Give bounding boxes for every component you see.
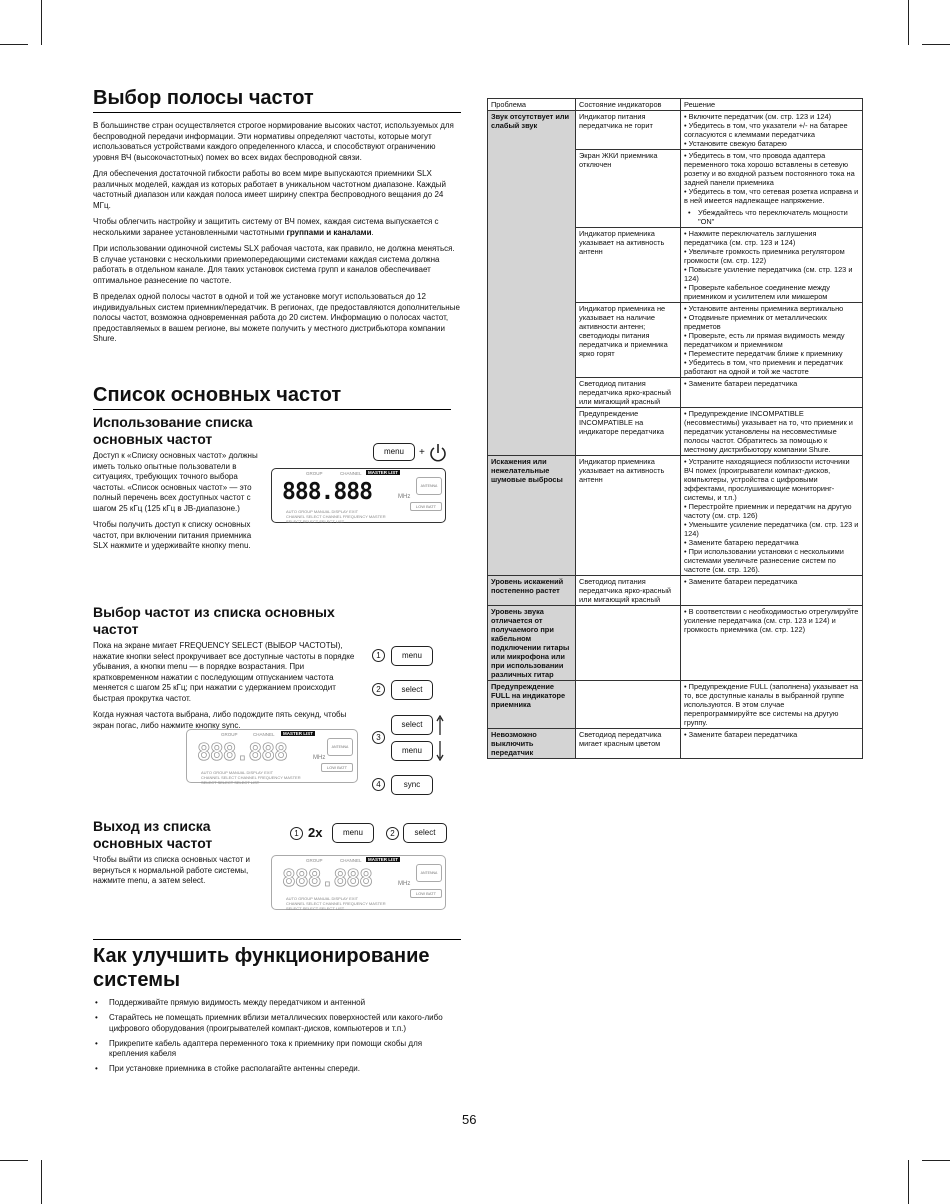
paragraph: При использовании одиночной системы SLX рабочая частота, как правило, не должна меняться. В случае установки с несколькими приемопередающими системами каждая система должна работать в отдельном канале. Для таких установок система групп и каналов обеспечивает оптимальное разнесение по частоте. — [93, 244, 455, 285]
solution-line: • Убедитесь в том, что провода адаптера переменного тока хорошо вставлены в сетевую розетку и во входной разъем постоянного тока на задней панели приемника — [684, 151, 855, 187]
paragraph: Пока на экране мигает FREQUENCY SELECT (ВЫБОР ЧАСТОТЫ), нажатие кнопки select прокручивает все доступные частоты в порядке убывания, а кнопки menu — в порядке возрастания. При кратковременном нажатии с последующим отпусканием частота меняется с шагом 25 кГц; при нажатии с удержанием происходит быстрая прокрутка частот. — [93, 641, 355, 703]
solution-line: • В соответствии с необходимостью отрегулируйте усиление передатчика (см. стр. 123 и 124) и громкость приемника (см. стр. 122) — [684, 607, 859, 634]
table-row — [488, 729, 863, 759]
page-number: 56 — [462, 1112, 477, 1127]
paragraph: Чтобы выйти из списка основных частот и вернуться к нормальной работе системы, нажмите menu, а затем select. — [93, 855, 251, 885]
solution-cell — [681, 111, 863, 150]
lcd-master-list-label: MASTER LIST — [368, 470, 398, 475]
solution-line: • При использовании установки с несколькими системами увеличьте разнесение систем по частоте (см. стр. 126). — [684, 547, 844, 574]
table-header-row — [488, 99, 863, 111]
lcd-channel-label: CHANNEL — [340, 471, 362, 476]
menu-button-diagram: menu — [391, 741, 433, 761]
state-cell — [576, 681, 681, 729]
solution-cell — [681, 150, 863, 228]
lcd-display-master-list — [271, 468, 446, 523]
troubleshooting-table — [487, 98, 863, 759]
crop-mark — [41, 1160, 42, 1204]
solution-line: • Повысьте усиление передатчика (см. стр. 123 и 124) — [684, 265, 853, 283]
lcd-mhz-label: MHz — [398, 494, 411, 500]
crop-mark — [41, 0, 42, 45]
state-cell: Индикатор приемника не указывает на наличие активности антенн; светодиоды питания передатчика и приемника ярко горят — [576, 303, 681, 378]
lcd-group-label: GROUP — [306, 858, 323, 863]
lcd-label-row: AUTO GROUP MANUAL DISPLAY EXIT — [201, 770, 274, 775]
solution-line: • Включите передатчик (см. стр. 123 и 124) — [684, 112, 832, 121]
list-item: • Прикрепите кабель адаптера переменного тока к приемнику при помощи скобы для крепления кабеля — [93, 1039, 453, 1060]
lcd-display-exit-master-list — [271, 855, 446, 910]
solution-line: • Замените батарею передатчика — [684, 538, 799, 547]
solution-cell — [681, 228, 863, 303]
solution-cell — [681, 408, 863, 456]
header-solution: Решение — [681, 99, 863, 111]
solution-line: • Установите антенны приемника вертикально — [684, 304, 844, 313]
lcd-master-list-label: MASTER LIST — [283, 731, 313, 736]
lcd-label-row: SELECT SELECT SELECT LIST — [201, 780, 260, 785]
lcd-channel-label: CHANNEL — [253, 732, 275, 737]
crop-mark — [908, 0, 909, 45]
solution-line: • Замените батареи передатчика — [684, 379, 798, 388]
subsection-title: Выбор частот из списка основных частот — [93, 604, 335, 637]
lcd-label-row: AUTO GROUP MANUAL DISPLAY EXIT — [286, 509, 359, 514]
text: . — [371, 227, 374, 237]
paragraph: Доступ к «Списку основных частот» должны иметь только опытные пользователи в ситуациях, требующих точного выбора частоты. «Список основных частот» — это полный перечень всех доступных частот с шагом 25 кГц (125 кГц в JB-диапазоне.) — [93, 451, 258, 513]
state-cell: Светодиод передатчика мигает красным цветом — [576, 729, 681, 759]
low-batt-indicator: LOW BATT — [321, 763, 353, 772]
state-cell: Индикатор питания передатчика не горит — [576, 111, 681, 150]
lcd-mhz-label: MHz — [313, 755, 326, 761]
solution-lines — [684, 151, 859, 205]
section-title: Список основных частот — [93, 383, 451, 410]
state-cell: Светодиод питания передатчика ярко-красный или мигающий красный — [576, 576, 681, 606]
table-row — [488, 576, 863, 606]
step-number: 3 — [372, 731, 385, 744]
solution-line: • Увеличьте громкость приемника регулятором громкости (см. стр. 122) — [684, 247, 845, 265]
state-cell: Индикатор приемника указывает на активность антенн — [576, 228, 681, 303]
solution-line: • Нажмите переключатель заглушения передатчика (см. стр. 123 и 124) — [684, 229, 817, 247]
subsection-title: Выход из списка основных частот — [93, 818, 213, 851]
lcd-label-row: AUTO GROUP MANUAL DISPLAY EXIT — [286, 896, 359, 901]
subsection-title: Использование списка основных частот — [93, 414, 253, 447]
solution-line: • Предупреждение INCOMPATIBLE (несовместимы) указывает на то, что приемник и передатчик установлены на несовместимые полосы частот. Обратитесь за помощью к местному дистрибьютору компании Shure. — [684, 409, 853, 454]
solution-line: • Отодвиньте приемник от металлических предметов — [684, 313, 827, 331]
lcd-display-frequency-select — [186, 729, 358, 783]
lcd-label-row: SELECT SELECT SELECT LIST — [286, 906, 345, 911]
solution-cell — [681, 378, 863, 408]
select-button-diagram: select — [391, 680, 433, 700]
paragraph — [93, 217, 461, 238]
state-cell: Светодиод питания передатчика ярко-красный или мигающий красный — [576, 378, 681, 408]
problem-cell: Предупреждение FULL на индикаторе приемника — [488, 681, 576, 729]
problem-cell: Уровень искажений постепенно растет — [488, 576, 576, 606]
section-title: Выбор полосы частот — [93, 86, 461, 113]
times-two-label: 2x — [308, 825, 323, 840]
step-number: 2 — [386, 827, 399, 840]
problem-cell: Искажения или нежелательные шумовые выбросы — [488, 456, 576, 576]
paragraph: В пределах одной полосы частот в одной и той же установке могут использоваться до 12 индивидуальных систем приемник/передатчик. В регионах, где предоставляются дополнительные полосы частот, возможна одновременная работа до 20 систем. Информацию о полосах частот, предоставляемых в вашем регионе, вы можете получить у местного дистрибьютора компании Shure. — [93, 292, 460, 343]
header-state: Состояние индикаторов — [576, 99, 681, 111]
lcd-label-row: CHANNEL SELECT CHANNEL FREQUENCY MASTER — [286, 901, 386, 906]
solution-line: • Переместите передатчик ближе к приемнику — [684, 349, 843, 358]
section-improve-performance — [93, 939, 461, 992]
table-row — [488, 606, 863, 681]
solution-line: • Проверьте, есть ли прямая видимость между передатчиком и приемником — [684, 331, 845, 349]
menu-button-diagram: menu — [373, 443, 415, 461]
state-cell — [576, 606, 681, 681]
paragraph: В большинстве стран осуществляется строгое нормирование высоких частот, используемых для беспроводной передачи информации. Эти нормативы определяют частоты, которые могут использоваться устройствами каждого определенного класса, и способствуют ограничению уровня ВЧ (высокочастотных) помех во всех видах беспроводной связи. — [93, 121, 454, 162]
solution-cell — [681, 681, 863, 729]
step-number: 1 — [372, 649, 385, 662]
solution-cell — [681, 729, 863, 759]
power-icon — [429, 443, 447, 463]
tips-list — [93, 998, 453, 1079]
lcd-label-row: SELECT SELECT SELECT LIST — [286, 519, 345, 524]
section-band-selection — [93, 86, 461, 345]
lcd-bottom-labels — [286, 509, 386, 524]
solution-cell — [681, 303, 863, 378]
subsection-exit-list — [93, 818, 273, 887]
paragraph: Когда нужная частота выбрана, либо подождите пять секунд, чтобы экран погас, либо нажмите кнопку sync. — [93, 710, 347, 730]
subsection-select-freq — [93, 604, 368, 731]
problem-cell: Звук отсутствует или слабый звук — [488, 111, 576, 456]
table-row — [488, 681, 863, 729]
text: Чтобы облегчить настройку и защитить систему от ВЧ помех, каждая система выпускается с несколькими заранее установленными частотными — [93, 217, 439, 237]
solution-line: • Предупреждение FULL (заполнена) указывает на то, все доступные каналы в выбранной группе используются. В этом случае перепрограммируйте все системы на другую группу. — [684, 682, 859, 727]
antenna-indicator: ANTENNA — [416, 864, 442, 882]
section-title: Как улучшить функционирование системы — [93, 939, 461, 992]
crop-mark — [0, 1160, 28, 1161]
solution-subitem: • Убеждайтесь что переключатель мощности "ON" — [684, 208, 859, 226]
header-problem: Проблема — [488, 99, 576, 111]
bold-text: группами и каналами — [286, 227, 372, 237]
solution-cell — [681, 576, 863, 606]
solution-line: • Установите свежую батарею — [684, 139, 787, 148]
plus-sign: + — [419, 447, 425, 458]
lcd-mhz-label: MHz — [398, 881, 411, 887]
select-button-diagram: select — [403, 823, 447, 843]
solution-line: • Перестройте приемник и передатчик на другую частоту (см. стр. 126) — [684, 502, 852, 520]
state-cell: Предупреждение INCOMPATIBLE на индикаторе передатчика — [576, 408, 681, 456]
solution-line: • Уменьшите усиление передатчика (см. стр. 123 и 124) — [684, 520, 859, 538]
up-down-arrows-icon — [435, 715, 445, 761]
lcd-label-row: CHANNEL SELECT CHANNEL FREQUENCY MASTER — [286, 514, 386, 519]
paragraph: Для обеспечения достаточной гибкости работы во всем мире выпускаются приемники SLX различных моделей, каждая из которых работает в уникальном частотном диапазоне. Каждый частотный диапазон или каждая полоса имеет ширину спектра беспроводного вещания до 24 МГц. — [93, 169, 446, 210]
low-batt-indicator: LOW BATT — [410, 889, 442, 898]
sync-button-diagram: sync — [391, 775, 433, 795]
lcd-master-list-label: MASTER LIST — [368, 857, 398, 862]
step-number: 1 — [290, 827, 303, 840]
lcd-bottom-labels — [201, 770, 301, 785]
table-row — [488, 456, 863, 576]
solution-line: • Проверьте кабельное соединение между приемником и усилителем или микшером — [684, 283, 830, 301]
low-batt-indicator: LOW BATT — [410, 502, 442, 511]
lcd-frequency-digits: 888.888 — [197, 740, 287, 766]
table-row — [488, 111, 863, 150]
solution-line: • Убедитесь в том, что сетевая розетка исправна и в ней имеется надлежащее напряжение. — [684, 187, 859, 205]
state-cell: Индикатор приемника указывает на активность антенн — [576, 456, 681, 576]
subsection-use-list — [93, 414, 273, 552]
lcd-frequency-digits: 888.888 — [282, 479, 372, 505]
lcd-channel-label: CHANNEL — [340, 858, 362, 863]
crop-mark — [922, 1160, 950, 1161]
menu-button-diagram: menu — [332, 823, 374, 843]
state-cell: Экран ЖКИ приемника отключен — [576, 150, 681, 228]
solution-line: • Замените батареи передатчика — [684, 577, 798, 586]
solution-line: • Устраните находящиеся поблизости источники ВЧ помех (проигрыватели компакт-дисков, компьютеры, устройства с цифровыми эффектами, прослушивающие мониторинг-системы, и т.п.) — [684, 457, 850, 502]
crop-mark — [922, 44, 950, 45]
solution-cell — [681, 606, 863, 681]
step-number: 4 — [372, 778, 385, 791]
solution-line: • Убедитесь в том, что приемник и передатчик работают на одной и той же частоте — [684, 358, 843, 376]
solution-line: • Убедитесь в том, что указатели +/- на батарее согласуются с клеммами передатчика — [684, 121, 848, 139]
problem-cell: Невозможно выключить передатчик — [488, 729, 576, 759]
list-item: • Поддерживайте прямую видимость между передатчиком и антенной — [93, 998, 453, 1009]
lcd-frequency-digits: 888.888 — [282, 866, 372, 892]
section-master-list — [93, 383, 451, 410]
antenna-indicator: ANTENNA — [416, 477, 442, 495]
solution-line: • Замените батареи передатчика — [684, 730, 798, 739]
list-item: • При установке приемника в стойке располагайте антенны спереди. — [93, 1064, 453, 1075]
lcd-bottom-labels — [286, 896, 386, 911]
crop-mark — [0, 44, 28, 45]
crop-mark — [908, 1160, 909, 1204]
paragraph: Чтобы получить доступ к списку основных частот, при включении питания приемника SLX нажмите и удерживайте кнопку menu. — [93, 520, 252, 550]
problem-cell: Уровень звука отличается от получаемого при кабельном подключении гитары или микрофона или при использовании различных гитар — [488, 606, 576, 681]
lcd-group-label: GROUP — [306, 471, 323, 476]
menu-button-diagram: menu — [391, 646, 433, 666]
list-item: • Старайтесь не помещать приемник вблизи металлических поверхностей или какого-либо цифрового оборудования (проигрывателей компакт-дисков, компьютеров и т.п.) — [93, 1013, 453, 1034]
antenna-indicator: ANTENNA — [327, 738, 353, 756]
lcd-label-row: CHANNEL SELECT CHANNEL FREQUENCY MASTER — [201, 775, 301, 780]
lcd-group-label: GROUP — [221, 732, 238, 737]
solution-cell — [681, 456, 863, 576]
select-button-diagram: select — [391, 715, 433, 735]
step-number: 2 — [372, 683, 385, 696]
